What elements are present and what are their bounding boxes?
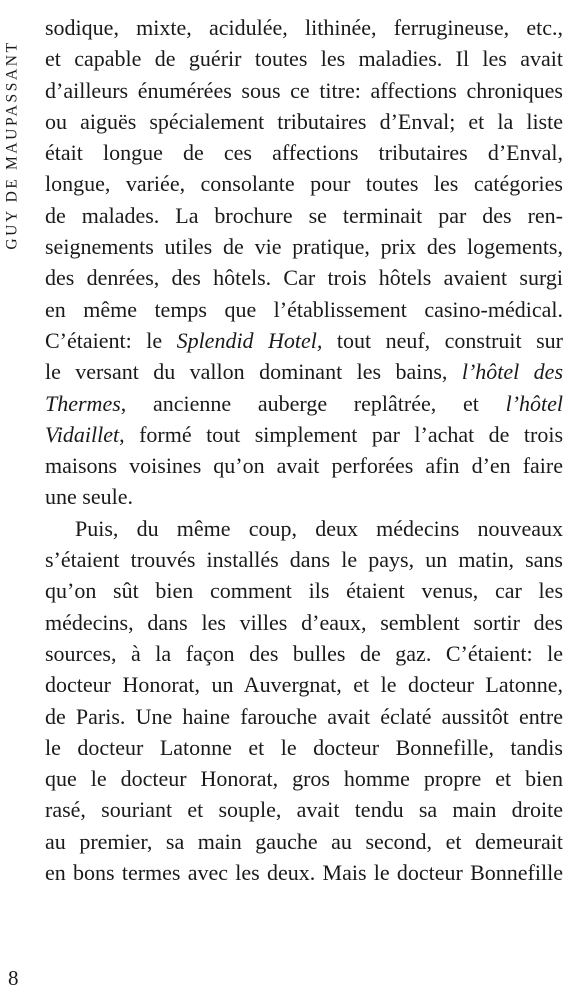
text-line: en même temps que l’établissement casino-médical. bbox=[45, 296, 563, 322]
running-header bbox=[1, 10, 25, 280]
italic-title: Splendid Hotel, bbox=[176, 327, 323, 353]
text-line: seignements utiles de vie pratique, prix des logements, bbox=[45, 234, 563, 260]
text-line: le docteur Latonne et le docteur Bonnefille, tandis bbox=[45, 734, 563, 760]
text-line: ou aiguës spécialement tributaires d’Enval; et la liste bbox=[45, 108, 563, 134]
text-line: en bons termes avec les deux. Mais le docteur Bonnefille bbox=[45, 860, 563, 886]
page-number: 8 bbox=[8, 966, 19, 990]
text-line: et capable de guérir toutes les maladies. Il les avait bbox=[45, 46, 563, 72]
text-line: médecins, dans les villes d’eaux, semblent sortir des bbox=[45, 609, 563, 635]
text-line: le versant du vallon dominant les bains, l’hôtel des bbox=[45, 359, 564, 385]
text-line: longue, variée, consolante pour toutes les catégories bbox=[45, 171, 563, 197]
text-body bbox=[45, 12, 563, 888]
text-line: s’étaient trouvés installés dans le pays, un matin, sans bbox=[45, 547, 563, 573]
running-header-text: GUY DE MAUPASSANT bbox=[4, 40, 21, 250]
italic-title: l’hôtel des bbox=[461, 359, 564, 385]
text-line: C’étaient: le Splendid Hotel, tout neuf, construit sur bbox=[45, 327, 563, 353]
italic-title: Thermes bbox=[45, 390, 121, 416]
text-line: était longue de ces affections tributaires d’Enval, bbox=[45, 140, 563, 166]
italic-title: Vidaillet bbox=[45, 421, 120, 447]
text-line: que le docteur Honorat, gros homme propre et bien bbox=[45, 766, 563, 792]
text-line: Thermes, ancienne auberge replâtrée, et l’hôtel bbox=[45, 390, 563, 416]
text-line: qu’on sût bien comment ils étaient venus, car les bbox=[45, 578, 563, 604]
text-line: au premier, sa main gauche au second, et demeurait bbox=[45, 828, 563, 854]
text-line: rasé, souriant et souple, avait tendu sa main droite bbox=[45, 797, 563, 823]
text-line: docteur Honorat, un Auvergnat, et le docteur Latonne, bbox=[45, 672, 563, 698]
italic-title: l’hôtel bbox=[505, 390, 563, 416]
text-line: sources, à la façon des bulles de gaz. C’étaient: le bbox=[45, 640, 563, 666]
text-line: des denrées, des hôtels. Car trois hôtels avaient surgi bbox=[45, 265, 563, 291]
text-line: de malades. La brochure se terminait par des ren- bbox=[45, 202, 563, 228]
text-line: Vidaillet, formé tout simplement par l’achat de trois bbox=[45, 421, 563, 447]
text-line: sodique, mixte, acidulée, lithinée, ferrugineuse, etc., bbox=[45, 15, 563, 40]
text-line: maisons voisines qu’on avait perforées afin d’en faire bbox=[45, 453, 563, 479]
text-line: une seule. bbox=[45, 484, 133, 510]
text-line: Puis, du même coup, deux médecins nouveaux bbox=[75, 515, 563, 541]
text-line: d’ailleurs énumérées sous ce titre: affections chroniques bbox=[45, 77, 563, 103]
text-line: de Paris. Une haine farouche avait éclaté aussitôt entre bbox=[45, 703, 563, 729]
